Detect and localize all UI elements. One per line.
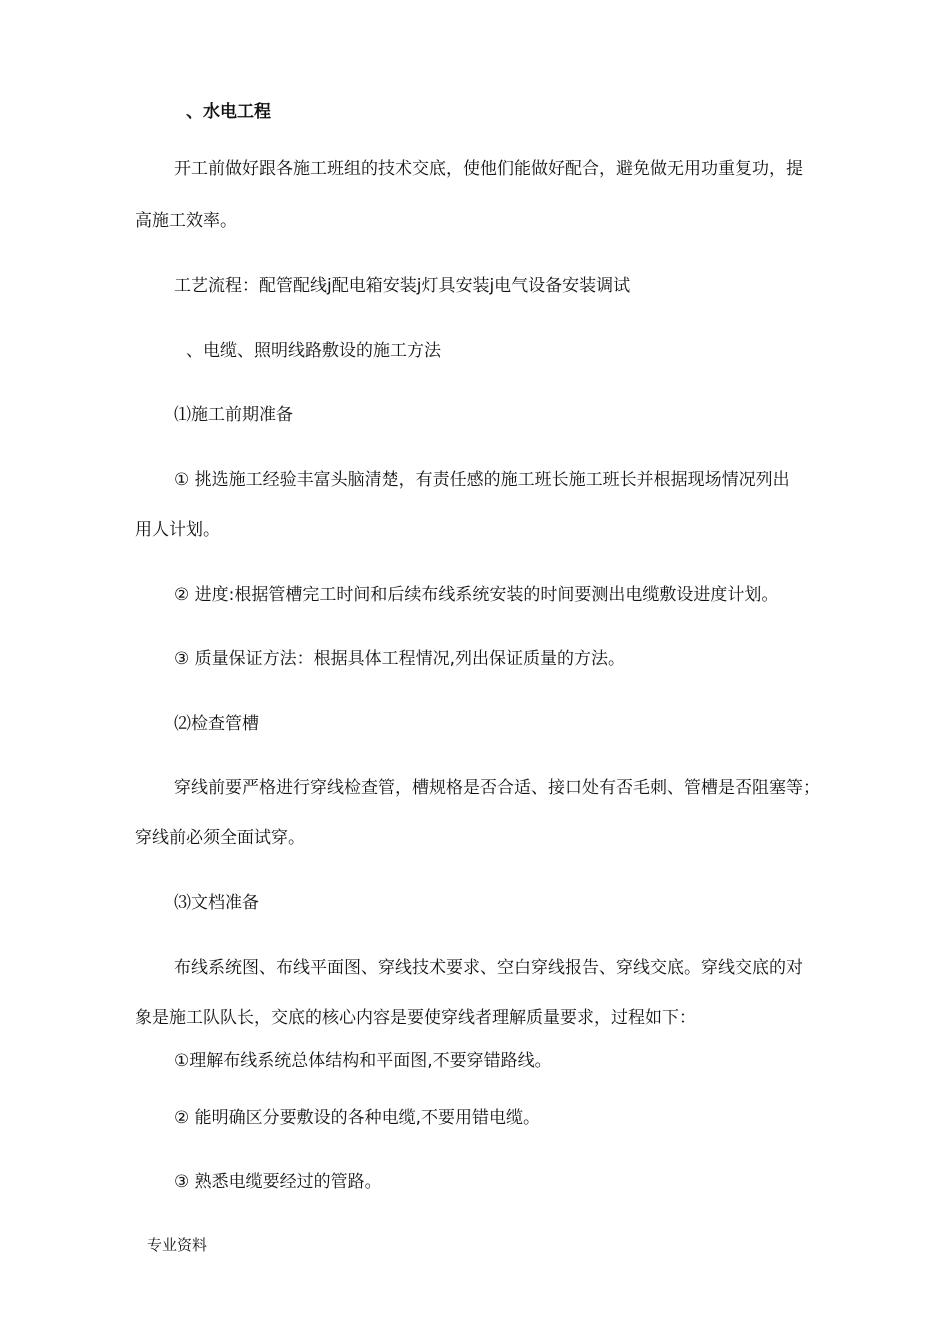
list-item: ② 进度:根据管槽完工时间和后续布线系统安装的时间要测出电缆敷设进度计划。 [174, 585, 779, 605]
paragraph-line: 穿线前必须全面试穿。 [135, 828, 305, 848]
section-title: 、水电工程 [186, 102, 271, 122]
list-item: ① 挑选施工经验丰富头脑清楚，有责任感的施工班长施工班长并根据现场情况列出 [174, 470, 790, 490]
list-item: ③ 质量保证方法：根据具体工程情况,列出保证质量的方法。 [174, 649, 626, 669]
subsection-heading: ⑵检查管槽 [174, 714, 259, 734]
subsection-heading: 、电缆、照明线路敷设的施工方法 [186, 341, 441, 361]
list-item: ①理解布线系统总体结构和平面图,不要穿错路线。 [174, 1051, 552, 1071]
subsection-heading: ⑶文档准备 [174, 893, 259, 913]
paragraph-line: 布线系统图、布线平面图、穿线技术要求、空白穿线报告、穿线交底。穿线交底的对 [174, 958, 803, 978]
list-item: ② 能明确区分要敷设的各种电缆,不要用错电缆。 [174, 1108, 541, 1128]
paragraph-line: 开工前做好跟各施工班组的技术交底，使他们能做好配合，避免做无用功重复功，提 [174, 159, 803, 179]
paragraph-line: 高施工效率。 [135, 211, 237, 231]
paragraph-line: 用人计划。 [135, 520, 220, 540]
paragraph-line: 工艺流程：配管配线j配电箱安装j灯具安装j电气设备安装调试 [174, 276, 631, 296]
paragraph-line: 穿线前要严格进行穿线检查管，槽规格是否合适、接口处有否毛刺、管槽是否阻塞等； [174, 778, 820, 798]
paragraph-line: 象是施工队队长，交底的核心内容是要使穿线者理解质量要求，过程如下： [135, 1008, 696, 1028]
page-footer: 专业资料 [147, 1236, 208, 1254]
subsection-heading: ⑴施工前期准备 [174, 405, 293, 425]
list-item: ③ 熟悉电缆要经过的管路。 [174, 1172, 382, 1192]
